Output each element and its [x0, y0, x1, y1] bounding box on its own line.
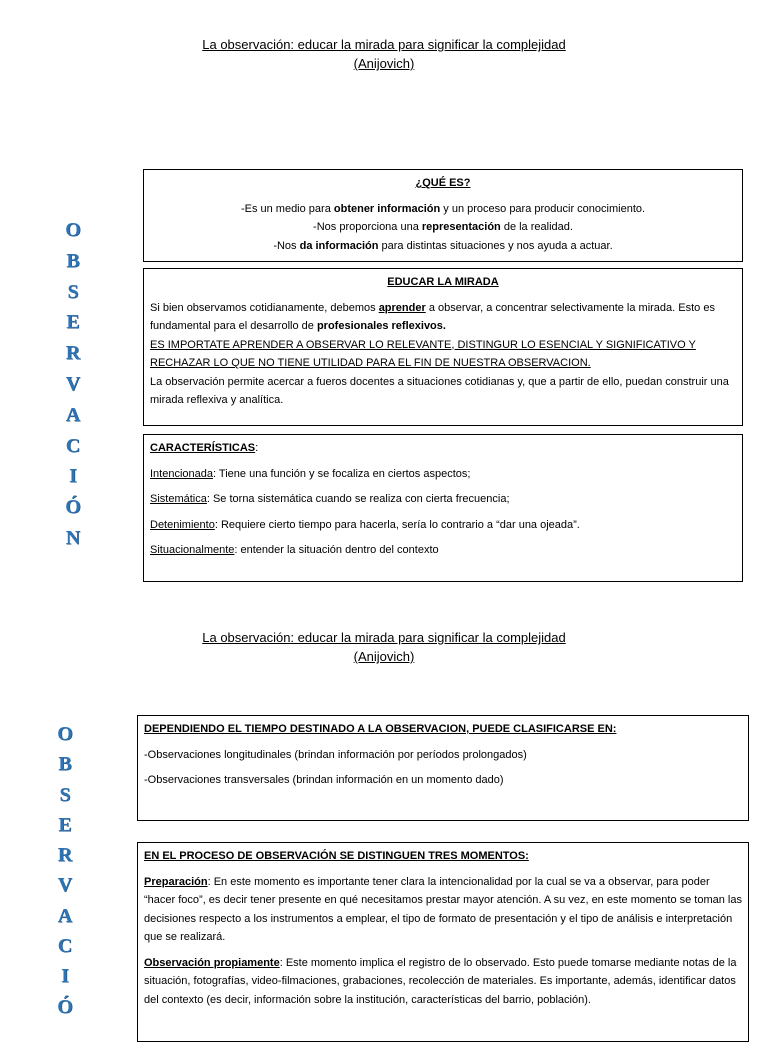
que-es-line-3: -Nos da información para distintas situaciones y nos ayuda a actuar. — [273, 239, 613, 252]
title-text: La observación: educar la mirada para significar la complejidad — [202, 630, 566, 645]
title-text: La observación: educar la mirada para significar la complejidad — [202, 37, 566, 52]
vertical-letter: R — [65, 342, 81, 365]
vertical-letter: C — [65, 434, 81, 457]
caracteristicas-box — [143, 434, 743, 582]
vertical-letter: E — [66, 311, 80, 334]
vertical-letter: V — [65, 372, 81, 395]
que-es-heading: ¿QUÉ ES? — [415, 177, 471, 189]
vertical-letter: E — [58, 813, 72, 836]
vertical-word-observacion-2 — [45, 719, 85, 1022]
educar-paragraph-1: Si bien observamos cotidianamente, debemos aprender a observar, a concentrar selectivamente la mirada. Esto es fundamental para el desarrollo de profesionales reflexivos. — [150, 301, 715, 332]
tiempo-box — [137, 715, 749, 821]
caracteristica-item: Intencionada: Tiene una función y se focaliza en ciertos aspectos; — [150, 467, 471, 480]
que-es-line-2: -Nos proporciona una representación de la realidad. — [313, 221, 573, 233]
que-es-line-1: -Es un medio para obtener información y un proceso para producir conocimiento. — [240, 202, 646, 215]
vertical-letter: A — [57, 904, 73, 927]
vertical-letter: B — [66, 249, 80, 272]
tiempo-item: -Observaciones transversales (brindan información en un momento dado) — [144, 774, 504, 786]
page-2-title — [0, 628, 768, 666]
vertical-letter: O — [65, 219, 81, 241]
vertical-letter: S — [59, 783, 71, 806]
vertical-letter: A — [65, 403, 81, 426]
momentos-heading: EN EL PROCESO DE OBSERVACIÓN SE DISTINGUEN TRES MOMENTOS: — [144, 850, 529, 862]
vertical-letter: I — [69, 465, 77, 488]
que-es-box — [143, 169, 743, 262]
vertical-letter: Ó — [57, 995, 73, 1018]
vertical-letter: Ó — [65, 496, 81, 519]
momentos-box — [137, 842, 749, 1042]
educar-box — [143, 268, 743, 426]
caracteristica-item: Sistemática: Se torna sistemática cuando se realiza con cierta frecuencia; — [150, 493, 510, 505]
vertical-letter: O — [57, 723, 73, 745]
momento-preparacion: Preparación: En este momento es importante tener clara la intencionalidad por la cual se va a observar, para poder “hacer foco”, es decir tener presente en qué necesitamos prestar mayor atención. A su vez, en este momento se toman las decisiones respecto a los instrumentos a emplear, el tipo de formato de presentación y el tipo de análisis e interpretación que se realizará. — [144, 875, 742, 943]
page-title — [0, 35, 768, 73]
educar-paragraph-3: La observación permite acercar a fueros docentes a situaciones cotidianas y, que a partir de ello, puedan construir una mirada reflexiva y analítica. — [150, 375, 729, 406]
momento-observacion: Observación propiamente: Este momento implica el registro de lo observado. Esto puede tomarse mediante notas de la situación, fotografías, video-filmaciones, grabaciones, recolección de materiales. Es importante, además, identificar datos del contexto (es decir, información sobre la institución, características del barrio, población). — [144, 956, 737, 1006]
title-author: (Anijovich) — [353, 649, 415, 664]
vertical-letter: N — [65, 526, 81, 549]
caracteristicas-heading: CARACTERÍSTICAS: — [150, 442, 259, 454]
vertical-letter: C — [57, 935, 73, 958]
vertical-letter: R — [57, 844, 73, 867]
vertical-letter: B — [58, 753, 72, 776]
tiempo-item: -Observaciones longitudinales (brindan información por períodos prolongados) — [144, 748, 527, 761]
vertical-letter: V — [57, 874, 73, 897]
vertical-word-observacion — [53, 215, 93, 554]
vertical-letter: I — [61, 965, 69, 988]
title-author: (Anijovich) — [353, 56, 415, 71]
caracteristica-item: Situacionalmente: entender la situación dentro del contexto — [150, 544, 439, 556]
vertical-letter: S — [67, 280, 79, 303]
tiempo-heading: DEPENDIENDO EL TIEMPO DESTINADO A LA OBSERVACION, PUEDE CLASIFICARSE EN: — [144, 723, 617, 735]
educar-paragraph-2: ES IMPORTATE APRENDER A OBSERVAR LO RELEVANTE, DISTINGUR LO ESENCIAL Y SIGNIFICATIVO Y RECHAZAR LO QUE NO TIENE UTILIDAD PARA EL FIN DE NUESTRA OBSERVACION. — [150, 338, 696, 369]
educar-heading: EDUCAR LA MIRADA — [387, 276, 499, 288]
caracteristica-item: Detenimiento: Requiere cierto tiempo para hacerla, sería lo contrario a “dar una ojeada”. — [150, 518, 580, 531]
